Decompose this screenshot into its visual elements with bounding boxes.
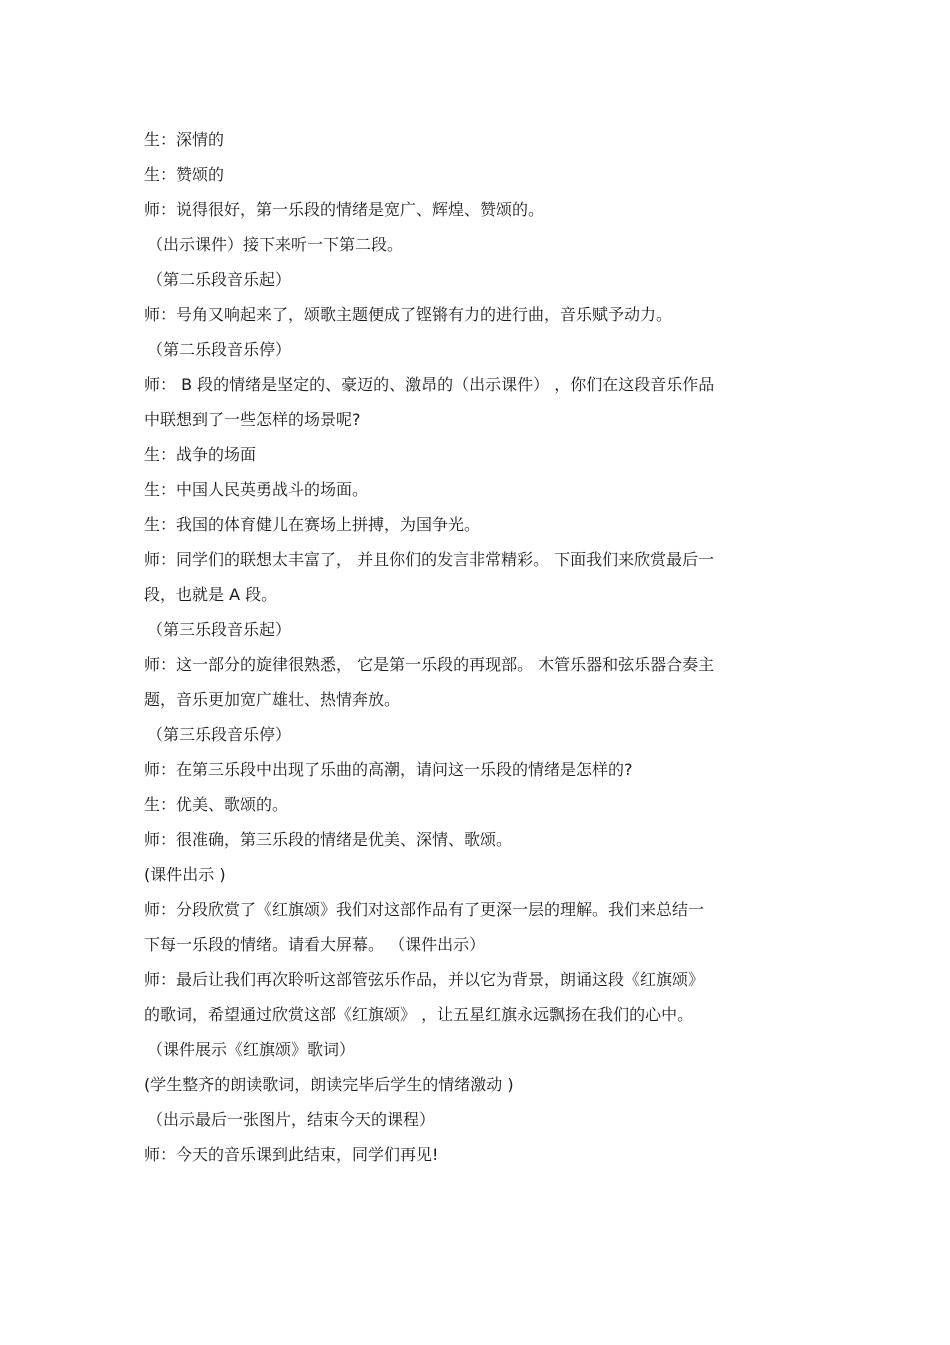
text-line: 师：这一部分的旋律很熟悉， 它是第一乐段的再现部。 木管乐器和弦乐器合奏主 (144, 655, 715, 674)
text-line: 师：同学们的联想太丰富了， 并且你们的发言非常精彩。 下面我们来欣赏最后一 (144, 550, 715, 569)
text-line: (学生整齐的朗读歌词，朗读完毕后学生的情绪激动 ) (144, 1075, 514, 1094)
text-line: （第三乐段音乐停） (147, 725, 292, 744)
text-line: 师：号角又响起来了，颂歌主题便成了铿锵有力的进行曲，音乐赋予动力。 (144, 305, 673, 324)
text-line: 生：赞颂的 (144, 165, 225, 184)
text-line: 师： B 段的情绪是坚定的、豪迈的、激昂的（出示课件） ，你们在这段音乐作品 (144, 375, 715, 394)
text-line: 题，音乐更加宽广雄壮、热情奔放。 (144, 690, 401, 709)
text-line: 生：优美、歌颂的。 (144, 795, 289, 814)
text-line: 的歌词，希望通过欣赏这部《红旗颂》 ，让五星红旗永远飘扬在我们的心中。 (144, 1005, 694, 1024)
text-line: 师：分段欣赏了《红旗颂》我们对这部作品有了更深一层的理解。我们来总结一 (144, 900, 705, 919)
text-line: 段，也就是 A 段。 (144, 585, 278, 604)
text-line: (课件出示 ) (144, 865, 226, 884)
text-line: （第二乐段音乐停） (147, 340, 292, 359)
text-line: 生：深情的 (144, 130, 225, 149)
text-line: （第二乐段音乐起） (147, 270, 292, 289)
text-line: （课件展示《红旗颂》歌词） (147, 1040, 356, 1059)
text-line: 师：很准确，第三乐段的情绪是优美、深情、歌颂。 (144, 830, 513, 849)
text-line: 中联想到了一些怎样的场景呢? (144, 410, 361, 429)
text-line: （出示课件）接下来听一下第二段。 (147, 235, 404, 254)
document-body (144, 122, 804, 1172)
text-line: 师：在第三乐段中出现了乐曲的高潮，请问这一乐段的情绪是怎样的? (144, 760, 633, 779)
text-line: 下每一乐段的情绪。请看大屏幕。 （课件出示） (144, 935, 486, 954)
text-line: 生：我国的体育健儿在赛场上拼搏，为国争光。 (144, 515, 481, 534)
text-line: 师：最后让我们再次聆听这部管弦乐作品，并以它为背景，朗诵这段《红旗颂》 (144, 970, 705, 989)
text-line: （出示最后一张图片，结束今天的课程） (147, 1110, 436, 1129)
text-line: 生：中国人民英勇战斗的场面。 (144, 480, 369, 499)
text-line: 师：说得很好，第一乐段的情绪是宽广、辉煌、赞颂的。 (144, 200, 545, 219)
text-line: （第三乐段音乐起） (147, 620, 292, 639)
text-line: 生：战争的场面 (144, 445, 257, 464)
text-line: 师：今天的音乐课到此结束，同学们再见! (144, 1145, 439, 1164)
